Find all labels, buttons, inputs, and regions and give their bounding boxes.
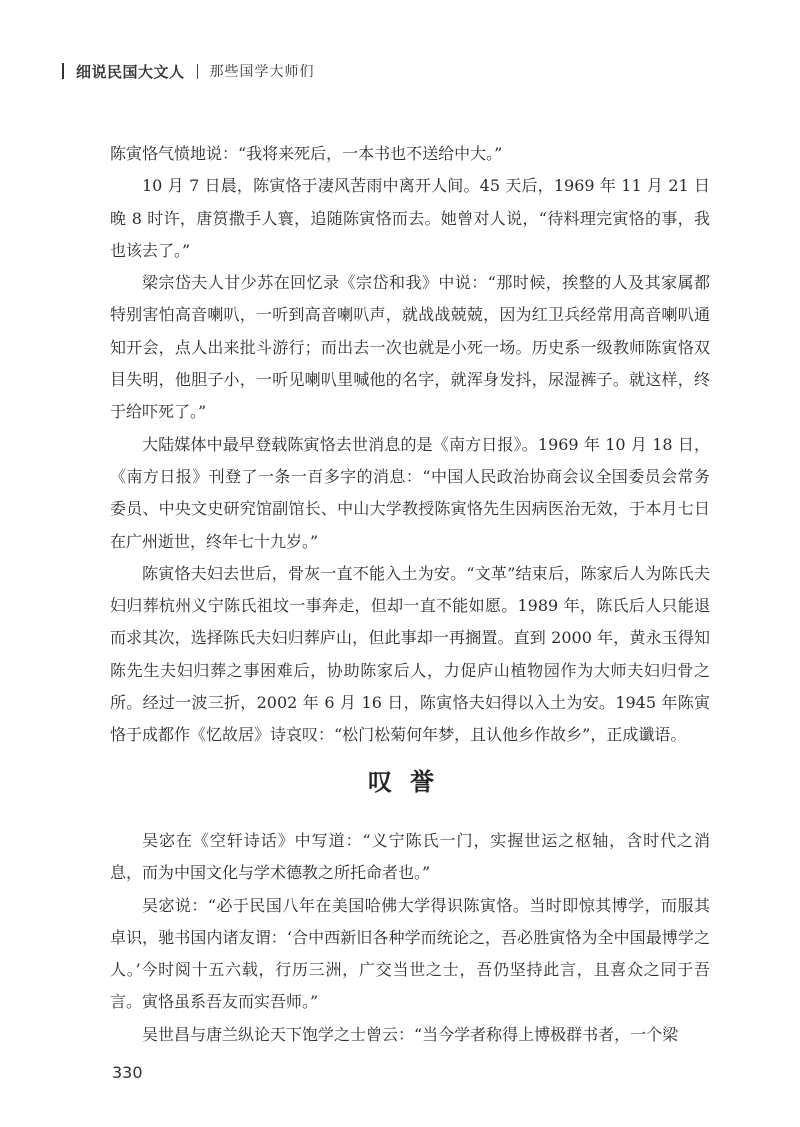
- paragraph: 吴宓说：“必于民国八年在美国哈佛大学得识陈寅恪。当时即惊其博学，而服其卓识，驰书国内诸友谓：‘合中西新旧各种学而统论之，吾必胜寅恪为全中国最博学之人。’今时阅十五六载，行历三洲，广交当世之士，吾仍坚持此言，且喜众之同于吾言。寅恪虽系吾友而实吾师。”: [110, 895, 710, 1012]
- paragraph: 梁宗岱夫人甘少苏在回忆录《宗岱和我》中说：“那时候，挨整的人及其家属都特别害怕高音喇叭，一听到高音喇叭声，就战战兢兢，因为红卫兵经常用高音喇叭通知开会，点人出来批斗游行；而出去一次也就是小死一场。历史系一级教师陈寅恪双目失明，他胆子小，一听见喇叭里喊他的名字，就浑身发抖，尿湿裤子。就这样，终于给吓死了。”: [110, 273, 710, 422]
- header-chapter-title: 那些国学大师们: [209, 64, 315, 80]
- header-left-rule: [62, 63, 64, 79]
- paragraph: 10 月 7 日晨，陈寅恪于凄风苦雨中离开人间。45 天后，1969 年 11 月 21 日晚 8 时许，唐筼撒手人寰，追随陈寅恪而去。她曾对人说，“待料理完寅恪的事，我也该去了。”: [110, 176, 710, 260]
- body-text-top: [110, 138, 710, 752]
- page-number: 330: [112, 1063, 143, 1082]
- paragraph: 陈寅恪气愤地说：“我将来死后，一本书也不送给中大。”: [110, 144, 503, 163]
- section-heading: 叹誉: [368, 767, 452, 796]
- paragraph: 吴世昌与唐兰纵论天下饱学之士曾云：“当今学者称得上博极群书者，一个梁: [142, 1024, 679, 1044]
- running-header: [62, 60, 315, 82]
- paragraph: 大陆媒体中最早登载陈寅恪去世消息的是《南方日报》。1969 年 10 月 18 日，《南方日报》刊登了一条一百多字的消息：“中国人民政治协商会议全国委员会常务委员、中央文史研究馆副馆长、中山大学教授陈寅恪先生因病医治无效，于本月七日在广州逝世，终年七十九岁。”: [110, 434, 710, 551]
- body-text-section: [110, 825, 710, 1051]
- paragraph: 陈寅恪夫妇去世后，骨灰一直不能入土为安。“文革”结束后，陈家后人为陈氏夫妇归葬杭州义宁陈氏祖坟一事奔走，但却一直不能如愿。1989 年，陈氏后人只能退而求其次，选择陈氏夫妇归葬庐山，但此事却一再搁置。直到 2000 年，黄永玉得知陈先生夫妇归葬之事困难后，协助陈家后人，力促庐山植物园作为大师夫妇归骨之所。经过一波三折，2002 年 6 月 16 日，陈寅恪夫妇得以入土为安。1945 年陈寅恪于成都作《忆故居》诗哀叹：“松门松菊何年梦，且认他乡作故乡”，正成谶语。: [110, 563, 710, 745]
- paragraph: 吴宓在《空轩诗话》中写道：“义宁陈氏一门，实握世运之枢轴，含时代之消息，而为中国文化与学术德教之所托命者也。”: [110, 831, 710, 883]
- header-divider: [197, 64, 198, 79]
- header-book-title: 细说民国大文人: [76, 62, 185, 81]
